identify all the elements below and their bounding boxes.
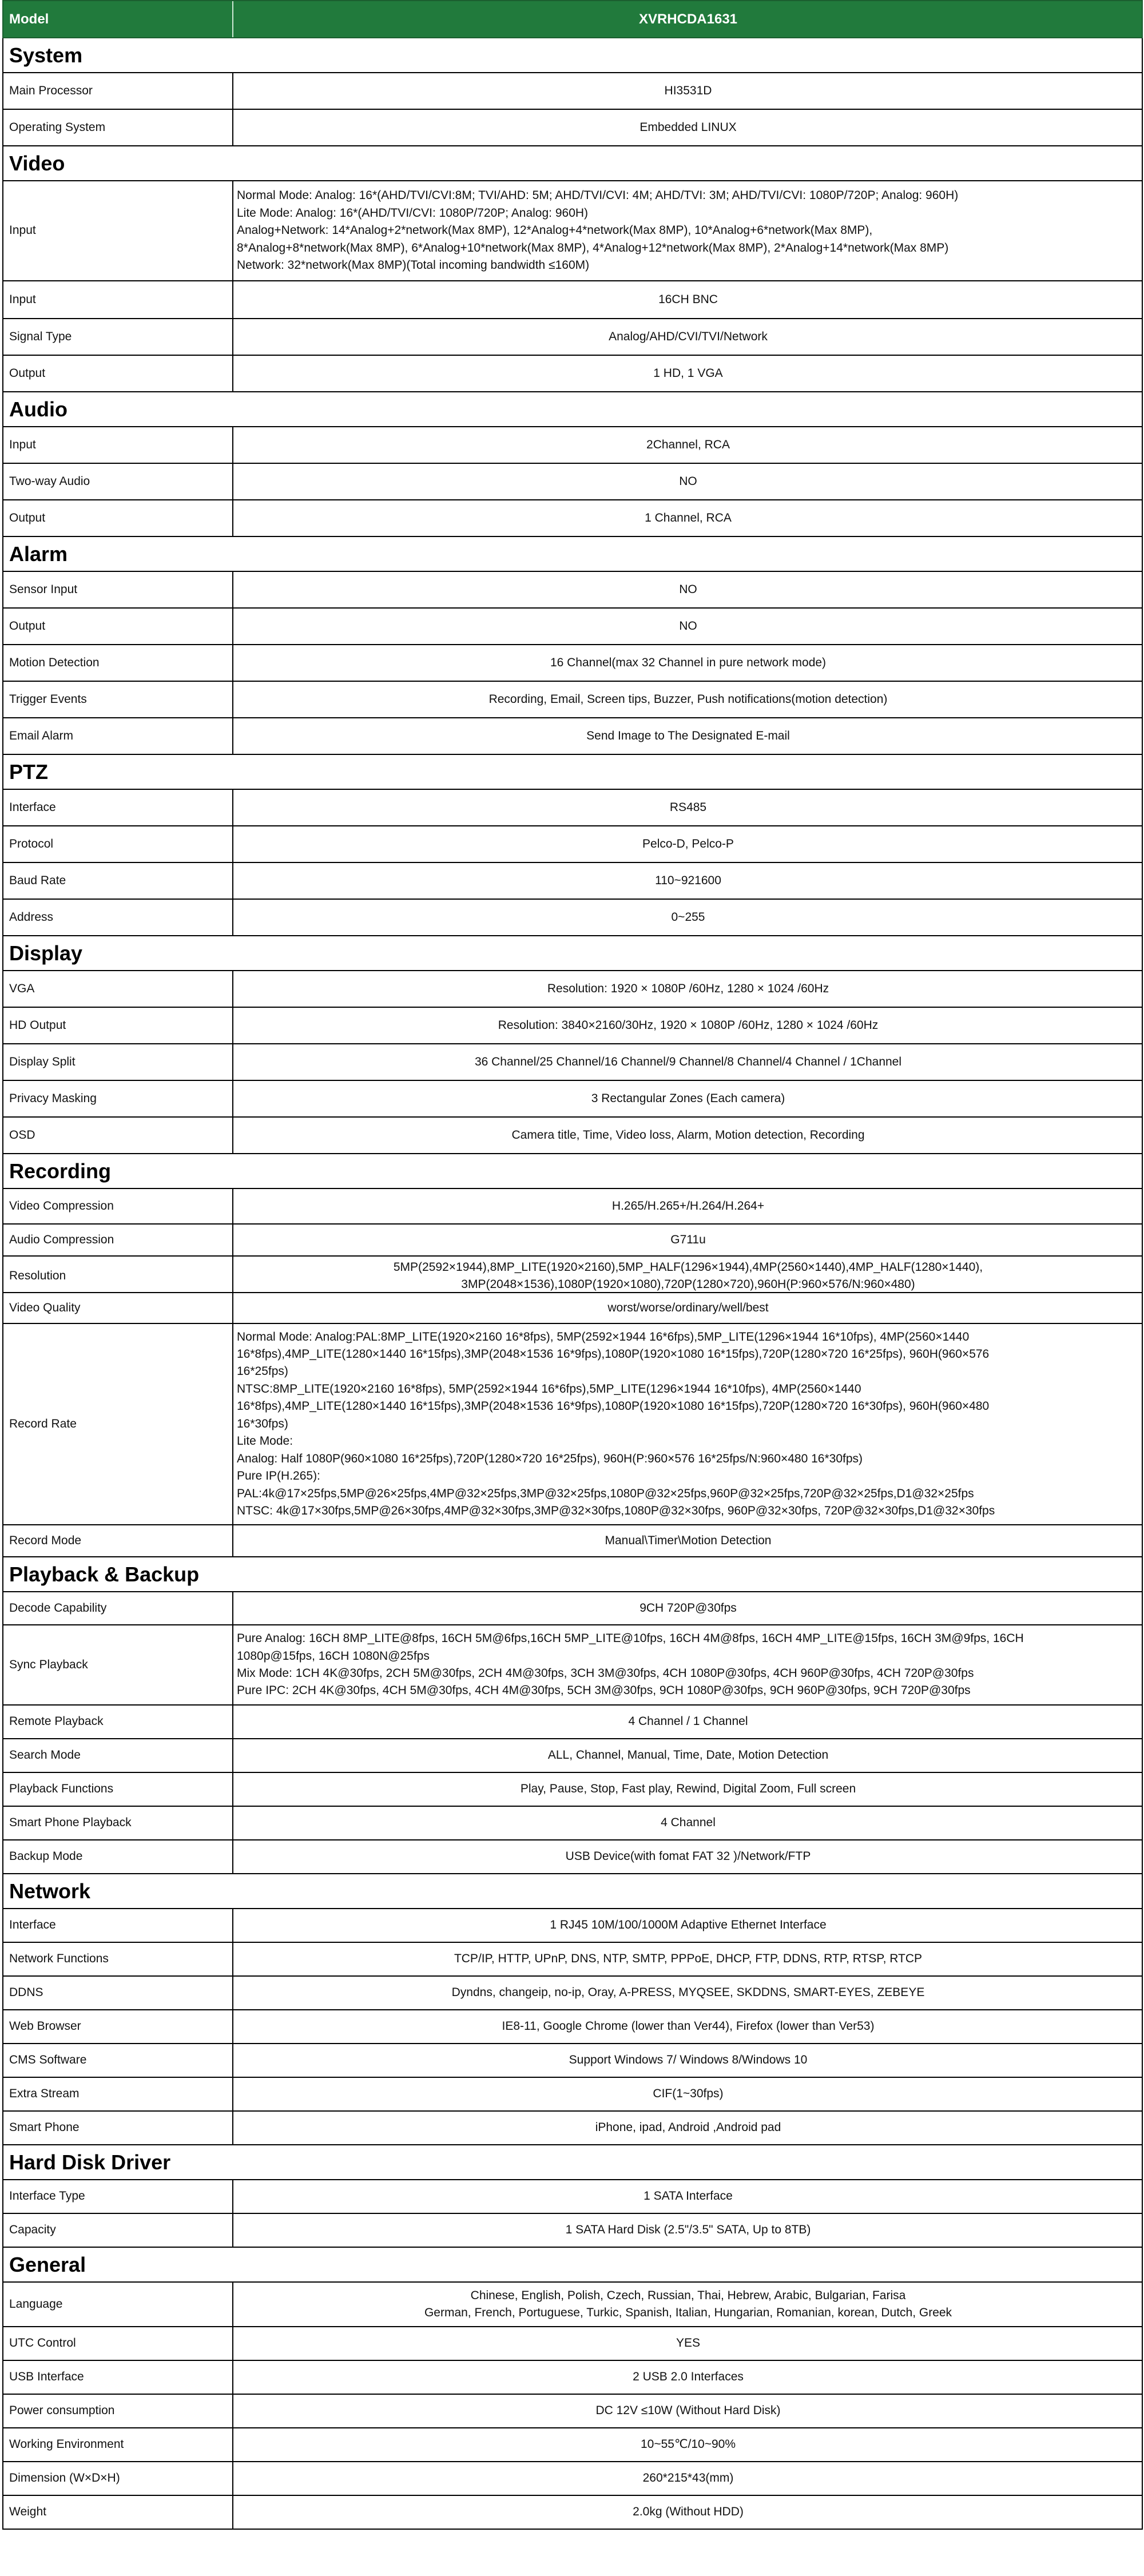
spec-row	[2, 2112, 1143, 2145]
spec-value: Embedded LINUX	[639, 120, 737, 134]
spec-key: HD Output	[3, 1008, 233, 1043]
spec-key: Video Compression	[3, 1189, 233, 1223]
spec-row	[2, 500, 1143, 537]
spec-row	[2, 2327, 1143, 2361]
spec-value: 1 HD, 1 VGA	[653, 366, 723, 380]
spec-value: Send Image to The Designated E-mail	[586, 729, 790, 742]
spec-row	[2, 900, 1143, 936]
spec-row	[2, 73, 1143, 110]
spec-row	[2, 1773, 1143, 1807]
spec-value: HI3531D	[664, 84, 712, 97]
spec-value: Resolution: 1920 × 1080P /60Hz, 1280 × 1024 /60Hz	[547, 981, 829, 995]
spec-value: Analog/AHD/CVI/TVI/Network	[609, 329, 768, 343]
spec-key: Input	[3, 281, 233, 318]
spec-key: Audio Compression	[3, 1225, 233, 1255]
spec-value: DC 12V ≤10W (Without Hard Disk)	[595, 2404, 781, 2418]
spec-row	[2, 464, 1143, 500]
spec-value: NO	[679, 474, 697, 488]
spec-row	[2, 1977, 1143, 2010]
spec-row	[2, 1943, 1143, 1977]
spec-key: Sensor Input	[3, 572, 233, 607]
spec-value: 10~55℃/10~90%	[640, 2438, 736, 2451]
section-playback: Playback & Backup	[2, 1557, 1143, 1592]
section-audio: Audio	[2, 392, 1143, 427]
spec-row	[2, 1909, 1143, 1943]
spec-row	[2, 2180, 1143, 2214]
spec-key: Backup Mode	[3, 1840, 233, 1873]
spec-row	[2, 863, 1143, 900]
spec-key: Extra Stream	[3, 2078, 233, 2110]
model-header-row	[2, 0, 1143, 38]
spec-row	[2, 1118, 1143, 1154]
section-recording: Recording	[2, 1154, 1143, 1189]
spec-key: Power consumption	[3, 2395, 233, 2427]
spec-value: 5MP(2592×1944),8MP_LITE(1920×2160),5MP_HALF(1296×1944),4MP(2560×1440),4MP_HALF(1280×1440), 3MP(2048×1536),1080P(1920×1080),720P(1280×720),960H(P:960×576/N:960×480)	[393, 1261, 983, 1291]
spec-value: 1 RJ45 10M/100/1000M Adaptive Ethernet Interface	[550, 1918, 827, 1932]
spec-key: Two-way Audio	[3, 464, 233, 499]
spec-value: YES	[676, 2336, 701, 2350]
spec-key: Language	[3, 2283, 233, 2326]
spec-row	[2, 2010, 1143, 2044]
section-network: Network	[2, 1874, 1143, 1909]
spec-key: Output	[3, 356, 233, 391]
spec-value: G711u	[670, 1233, 706, 1246]
spec-value: Support Windows 7/ Windows 8/Windows 10	[569, 2053, 808, 2067]
spec-key: Interface	[3, 1909, 233, 1942]
spec-row	[2, 356, 1143, 392]
spec-value: Normal Mode: Analog: 16*(AHD/TVI/CVI:8M; TVI/AHD: 5M; AHD/TVI/CVI: 4M; AHD/TVI: 3M; AHD/TVI/CVI: 1080P/720P; Analog: 960H) Lite Mode: Analog: 16*(AHD/TVI/CVI: 1080P/720P; Analog: 960H) Analog+Network: 14*Analog+2*network(Max 8MP), 12*Analog+4*network(Max 8MP), 10*Analog+6*network(Max 8MP), 8*Analog+8*network(Max 8MP), 6*Analog+10*network(Max 8MP), 4*Analog+12*network(Max 8MP), 2*Analog+14*network(Max 8MP) Network: 32*network(Max 8MP)(Total incoming bandwidth ≤160M)	[237, 189, 959, 272]
spec-value: 1 Channel, RCA	[645, 511, 732, 524]
spec-key: Record Rate	[3, 1324, 233, 1524]
spec-row	[2, 1739, 1143, 1773]
spec-value: 4 Channel / 1 Channel	[628, 1715, 748, 1728]
spec-key: Interface	[3, 790, 233, 825]
spec-key: Output	[3, 609, 233, 644]
spec-key: Sync Playback	[3, 1625, 233, 1704]
spec-key: Playback Functions	[3, 1773, 233, 1806]
spec-key: Remote Playback	[3, 1706, 233, 1738]
spec-row	[2, 682, 1143, 718]
section-video: Video	[2, 146, 1143, 181]
spec-key: Decode Capability	[3, 1592, 233, 1624]
spec-key: USB Interface	[3, 2361, 233, 2394]
spec-key: Weight	[3, 2496, 233, 2529]
spec-row	[2, 826, 1143, 863]
spec-value: Camera title, Time, Video loss, Alarm, Motion detection, Recording	[511, 1128, 865, 1142]
spec-value: USB Device(with fomat FAT 32 )/Network/FTP	[565, 1850, 811, 1863]
spec-row	[2, 1625, 1143, 1706]
spec-key: Main Processor	[3, 73, 233, 109]
spec-key: Operating System	[3, 110, 233, 145]
spec-row	[2, 1324, 1143, 1525]
spec-row	[2, 2283, 1143, 2327]
spec-value: Pure Analog: 16CH 8MP_LITE@8fps, 16CH 5M@6fps,16CH 5MP_LITE@10fps, 16CH 4M@8fps, 16CH 4MP_LITE@15fps, 16CH 3M@9fps, 16CH 1080p@15fps, 16CH 1080N@25fps Mix Mode: 1CH 4K@30fps, 2CH 5M@30fps, 2CH 4M@30fps, 3CH 3M@30fps, 4CH 1080P@30fps, 4CH 960P@30fps, 4CH 720P@30fps Pure IPC: 2CH 4K@30fps, 4CH 5M@30fps, 4CH 4M@30fps, 5CH 3M@30fps, 9CH 1080P@30fps, 9CH 960P@30fps, 9CH 720P@30fps	[237, 1632, 1024, 1698]
spec-value: 36 Channel/25 Channel/16 Channel/9 Channel/8 Channel/4 Channel / 1Channel	[474, 1055, 902, 1068]
spec-value: NO	[679, 619, 697, 633]
spec-value: 4 Channel	[661, 1816, 716, 1830]
spec-row	[2, 1044, 1143, 1081]
section-general: General	[2, 2248, 1143, 2283]
spec-value: Chinese, English, Polish, Czech, Russian, Thai, Hebrew, Arabic, Bulgarian, Farisa German, French, Portuguese, Turkic, Spanish, Italian, Hungarian, Romanian, korean, Dutch, Greek	[424, 2288, 952, 2319]
spec-key: Signal Type	[3, 319, 233, 355]
spec-sheet	[2, 0, 1143, 2530]
spec-key: Trigger Events	[3, 682, 233, 717]
spec-key: DDNS	[3, 1977, 233, 2009]
spec-key: Video Quality	[3, 1293, 233, 1323]
spec-key: Record Mode	[3, 1525, 233, 1556]
spec-value: Pelco-D, Pelco-P	[642, 837, 734, 850]
spec-value: 110~921600	[655, 873, 721, 887]
spec-row	[2, 2428, 1143, 2462]
spec-key: Working Environment	[3, 2428, 233, 2461]
spec-value: Recording, Email, Screen tips, Buzzer, Push notifications(motion detection)	[488, 692, 888, 706]
spec-value: Normal Mode: Analog:PAL:8MP_LITE(1920×2160 16*8fps), 5MP(2592×1944 16*6fps),5MP_LITE(1296×1944 16*10fps), 4MP(2560×1440 16*8fps),4MP_LITE(1280×1440 16*15fps),3MP(2048×1536 16*9fps),1080P(1920×1080 16*15fps),720P(1280×720 16*25fps), 960H(960×576 16*25fps) NTSC:8MP_LITE(1920×2160 16*8fps), 5MP(2592×1944 16*6fps),5MP_LITE(1296×1944 16*10fps), 4MP(2560×1440 16*8fps),4MP_LITE(1280×1440 16*15fps),3MP(2048×1536 16*9fps),1080P(1920×1080 16*15fps),720P(1280×720 16*30fps), 960H(960×480 16*30fps) Lite Mode: Analog: Half 1080P(960×1080 16*25fps),720P(1280×720 16*25fps), 960H(P:960×576 16*25fps/N:960×480 16*30fps) Pure IP(H.265): PAL:4k@17×25fps,5MP@26×25fps,4MP@32×25fps,3MP@32×25fps,1080P@32×25fps,960P@32×25fps,720P@32×25fps,D1@32×25fps NTSC: 4k@17×30fps,5MP@26×30fps,4MP@32×30fps,3MP@32×30fps,1080P@32×30fps, 960P@32×30fps, 720P@32×30fps,D1@32×30fps	[237, 1330, 995, 1517]
spec-row	[2, 2214, 1143, 2248]
spec-value: Resolution: 3840×2160/30Hz, 1920 × 1080P /60Hz, 1280 × 1024 /60Hz	[498, 1018, 879, 1032]
spec-row	[2, 971, 1143, 1008]
spec-value: 16CH BNC	[658, 292, 718, 306]
spec-row	[2, 1706, 1143, 1739]
spec-row	[2, 1225, 1143, 1257]
spec-value: CIF(1~30fps)	[653, 2087, 724, 2101]
spec-row	[2, 645, 1143, 682]
spec-row	[2, 572, 1143, 609]
spec-value: ALL, Channel, Manual, Time, Date, Motion Detection	[547, 1748, 829, 1762]
spec-value: 1 SATA Hard Disk (2.5"/3.5" SATA, Up to 8TB)	[565, 2223, 811, 2237]
spec-key: OSD	[3, 1118, 233, 1153]
spec-value: TCP/IP, HTTP, UPnP, DNS, NTP, SMTP, PPPoE, DHCP, FTP, DDNS, RTP, RTSP, RTCP	[454, 1952, 923, 1966]
spec-key: Network Functions	[3, 1943, 233, 1975]
spec-value: 9CH 720P@30fps	[639, 1601, 737, 1615]
spec-row	[2, 1293, 1143, 1324]
spec-key: Input	[3, 181, 233, 280]
section-hdd: Hard Disk Driver	[2, 2145, 1143, 2180]
spec-value: 2Channel, RCA	[646, 438, 730, 451]
spec-row	[2, 110, 1143, 146]
spec-row	[2, 2496, 1143, 2530]
spec-key: Smart Phone Playback	[3, 1807, 233, 1839]
spec-row	[2, 790, 1143, 826]
spec-value: 2.0kg (Without HDD)	[633, 2505, 744, 2519]
spec-key: UTC Control	[3, 2327, 233, 2360]
spec-row	[2, 1008, 1143, 1044]
spec-value: NO	[679, 582, 697, 596]
spec-value: 1 SATA Interface	[644, 2189, 733, 2203]
spec-value: IE8-11, Google Chrome (lower than Ver44), Firefox (lower than Ver53)	[502, 2020, 875, 2033]
spec-row	[2, 1807, 1143, 1840]
spec-row	[2, 1257, 1143, 1293]
spec-row	[2, 2361, 1143, 2395]
spec-value: iPhone, ipad, Android ,Android pad	[595, 2121, 781, 2134]
section-display: Display	[2, 936, 1143, 971]
spec-key: CMS Software	[3, 2044, 233, 2077]
spec-row	[2, 1189, 1143, 1225]
spec-key: Dimension (W×D×H)	[3, 2462, 233, 2495]
spec-value: Dyndns, changeip, no-ip, Oray, A-PRESS, MYQSEE, SKDDNS, SMART-EYES, ZEBEYE	[451, 1986, 925, 1999]
spec-value: worst/worse/ordinary/well/best	[607, 1301, 769, 1314]
spec-row	[2, 1525, 1143, 1557]
spec-key: Privacy Masking	[3, 1081, 233, 1116]
spec-row	[2, 281, 1143, 319]
section-ptz: PTZ	[2, 755, 1143, 790]
spec-value: H.265/H.265+/H.264/H.264+	[611, 1199, 765, 1213]
spec-row	[2, 1081, 1143, 1118]
spec-key: Smart Phone	[3, 2112, 233, 2144]
spec-row	[2, 2395, 1143, 2428]
spec-key: VGA	[3, 971, 233, 1007]
spec-value: 260*215*43(mm)	[642, 2471, 734, 2485]
spec-value: 2 USB 2.0 Interfaces	[633, 2370, 744, 2384]
section-alarm: Alarm	[2, 537, 1143, 572]
spec-row	[2, 319, 1143, 356]
spec-key: Motion Detection	[3, 645, 233, 681]
spec-row	[2, 2462, 1143, 2496]
spec-key: Web Browser	[3, 2010, 233, 2043]
spec-value: 0~255	[671, 910, 705, 924]
section-system: System	[2, 38, 1143, 73]
spec-row	[2, 609, 1143, 645]
spec-value: RS485	[669, 800, 707, 814]
spec-key: Email Alarm	[3, 718, 233, 754]
spec-key: Resolution	[3, 1257, 233, 1296]
spec-row	[2, 718, 1143, 755]
spec-row	[2, 427, 1143, 464]
spec-key: Interface Type	[3, 2180, 233, 2213]
spec-key: Capacity	[3, 2214, 233, 2247]
spec-key: Address	[3, 900, 233, 935]
spec-value: 3 Rectangular Zones (Each camera)	[591, 1091, 785, 1105]
spec-row	[2, 2078, 1143, 2112]
spec-key: Protocol	[3, 826, 233, 862]
spec-key: Baud Rate	[3, 863, 233, 899]
model-label: Model	[3, 1, 233, 37]
spec-value: 16 Channel(max 32 Channel in pure network mode)	[550, 655, 827, 669]
spec-row	[2, 2044, 1143, 2078]
spec-key: Search Mode	[3, 1739, 233, 1772]
spec-key: Input	[3, 427, 233, 463]
spec-row	[2, 1592, 1143, 1625]
spec-key: Output	[3, 500, 233, 536]
spec-key: Display Split	[3, 1044, 233, 1080]
model-value: XVRHCDA1631	[638, 11, 738, 27]
spec-value: Play, Pause, Stop, Fast play, Rewind, Digital Zoom, Full screen	[520, 1782, 856, 1796]
spec-row	[2, 1840, 1143, 1874]
spec-value: Manual\Timer\Motion Detection	[605, 1533, 772, 1547]
spec-row	[2, 181, 1143, 281]
